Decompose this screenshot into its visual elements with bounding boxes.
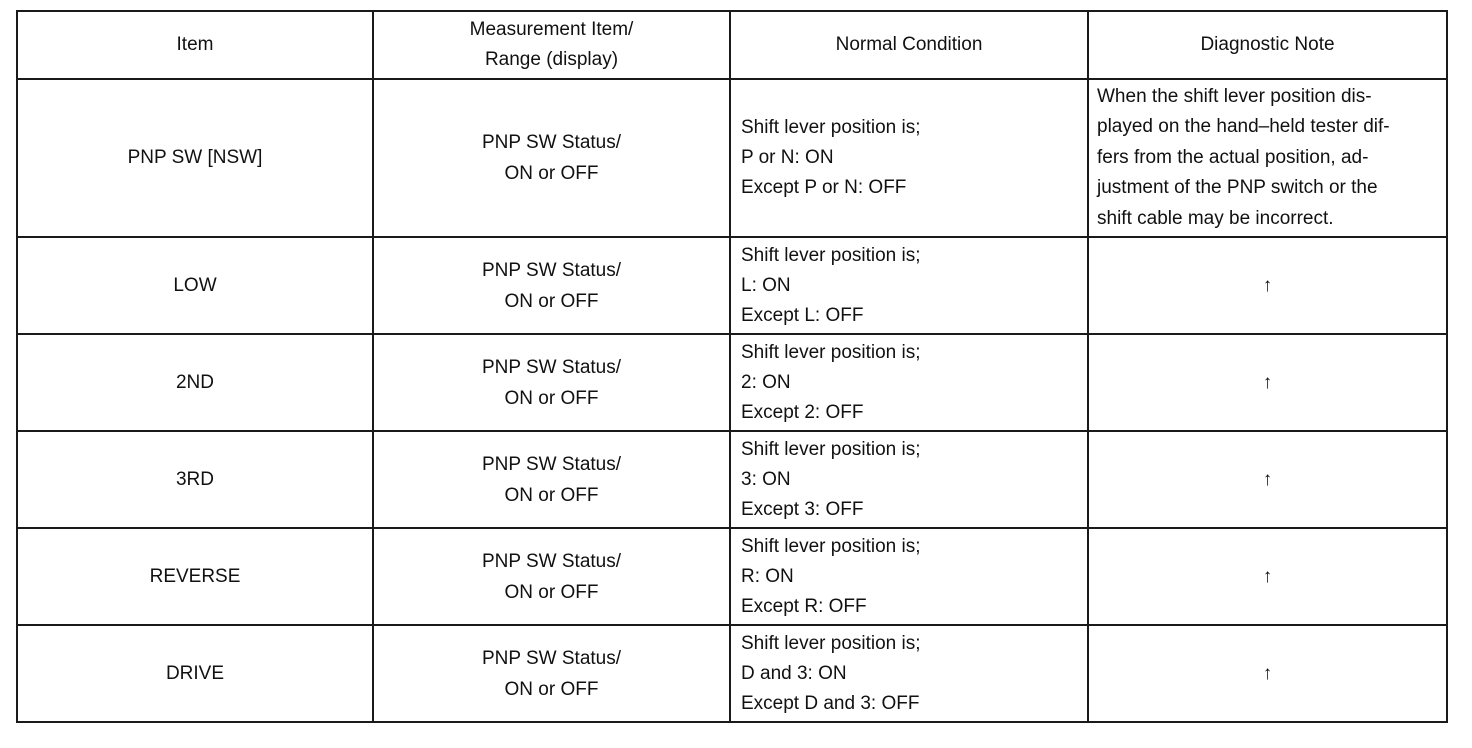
cell-measurement [373,528,730,625]
table-row [17,334,1447,431]
measurement-line1: PNP SW Status/ [481,259,622,281]
condition-line2: R: ON [741,565,794,587]
measurement-line2: ON or OFF [504,581,599,603]
header-diagnostic-note: Diagnostic Note [1088,11,1447,79]
cell-normal-condition [730,625,1088,722]
cell-measurement [373,237,730,334]
condition-line2: D and 3: ON [741,662,847,684]
cell-measurement [373,79,730,237]
cell-measurement [373,334,730,431]
measurement-line1: PNP SW Status/ [481,647,622,669]
note-line: shift cable may be incorrect. [1097,207,1334,229]
cell-measurement [373,431,730,528]
measurement-line2: ON or OFF [504,484,599,506]
cell-item: LOW [17,237,373,334]
ditto-arrow-icon: ↑ [1088,625,1447,722]
cell-item: 2ND [17,334,373,431]
condition-line1: Shift lever position is; [741,632,921,654]
condition-line2: P or N: ON [741,147,834,168]
cell-normal-condition [730,431,1088,528]
table-row [17,237,1447,334]
measurement-line1: PNP SW Status/ [481,356,622,378]
measurement-line2: ON or OFF [504,387,599,409]
condition-line2: 3: ON [741,468,791,490]
condition-line1: Shift lever position is; [741,438,921,460]
ditto-arrow-icon: ↑ [1088,431,1447,528]
condition-line3: Except D and 3: OFF [741,692,920,714]
cell-diagnostic-note [1088,79,1447,237]
header-measurement-line1: Measurement Item/ [469,19,634,40]
condition-line3: Except 2: OFF [741,401,864,423]
cell-item: 3RD [17,431,373,528]
cell-item: REVERSE [17,528,373,625]
condition-line3: Except P or N: OFF [741,177,907,198]
condition-line3: Except L: OFF [741,304,864,326]
header-measurement-line2: Range (display) [484,49,619,70]
measurement-line2: ON or OFF [504,290,599,312]
note-line: fers from the actual position, ad- [1097,146,1369,168]
ditto-arrow-icon: ↑ [1088,334,1447,431]
condition-line1: Shift lever position is; [741,244,921,266]
cell-measurement [373,625,730,722]
note-line: When the shift lever position dis- [1097,85,1372,107]
measurement-line2: ON or OFF [504,163,599,184]
table-row [17,528,1447,625]
condition-line3: Except R: OFF [741,595,867,617]
header-normal-condition: Normal Condition [730,11,1088,79]
ditto-arrow-icon: ↑ [1088,528,1447,625]
table-row [17,431,1447,528]
measurement-line1: PNP SW Status/ [481,550,622,572]
measurement-line1: PNP SW Status/ [481,132,622,153]
table-row [17,625,1447,722]
header-item: Item [17,11,373,79]
condition-line1: Shift lever position is; [741,117,921,138]
condition-line1: Shift lever position is; [741,535,921,557]
cell-item: DRIVE [17,625,373,722]
note-line: justment of the PNP switch or the [1097,177,1378,199]
condition-line2: 2: ON [741,371,791,393]
cell-normal-condition [730,237,1088,334]
condition-line1: Shift lever position is; [741,341,921,363]
measurement-line2: ON or OFF [504,678,599,700]
condition-line2: L: ON [741,274,791,296]
condition-line3: Except 3: OFF [741,498,864,520]
measurement-line1: PNP SW Status/ [481,453,622,475]
cell-normal-condition [730,334,1088,431]
cell-normal-condition [730,528,1088,625]
header-measurement [373,11,730,79]
data-list-table [16,10,1448,723]
cell-item: PNP SW [NSW] [17,79,373,237]
ditto-arrow-icon: ↑ [1088,237,1447,334]
table-header-row [17,11,1447,79]
table-row [17,79,1447,237]
note-line: played on the hand–held tester dif- [1097,116,1390,138]
cell-normal-condition [730,79,1088,237]
